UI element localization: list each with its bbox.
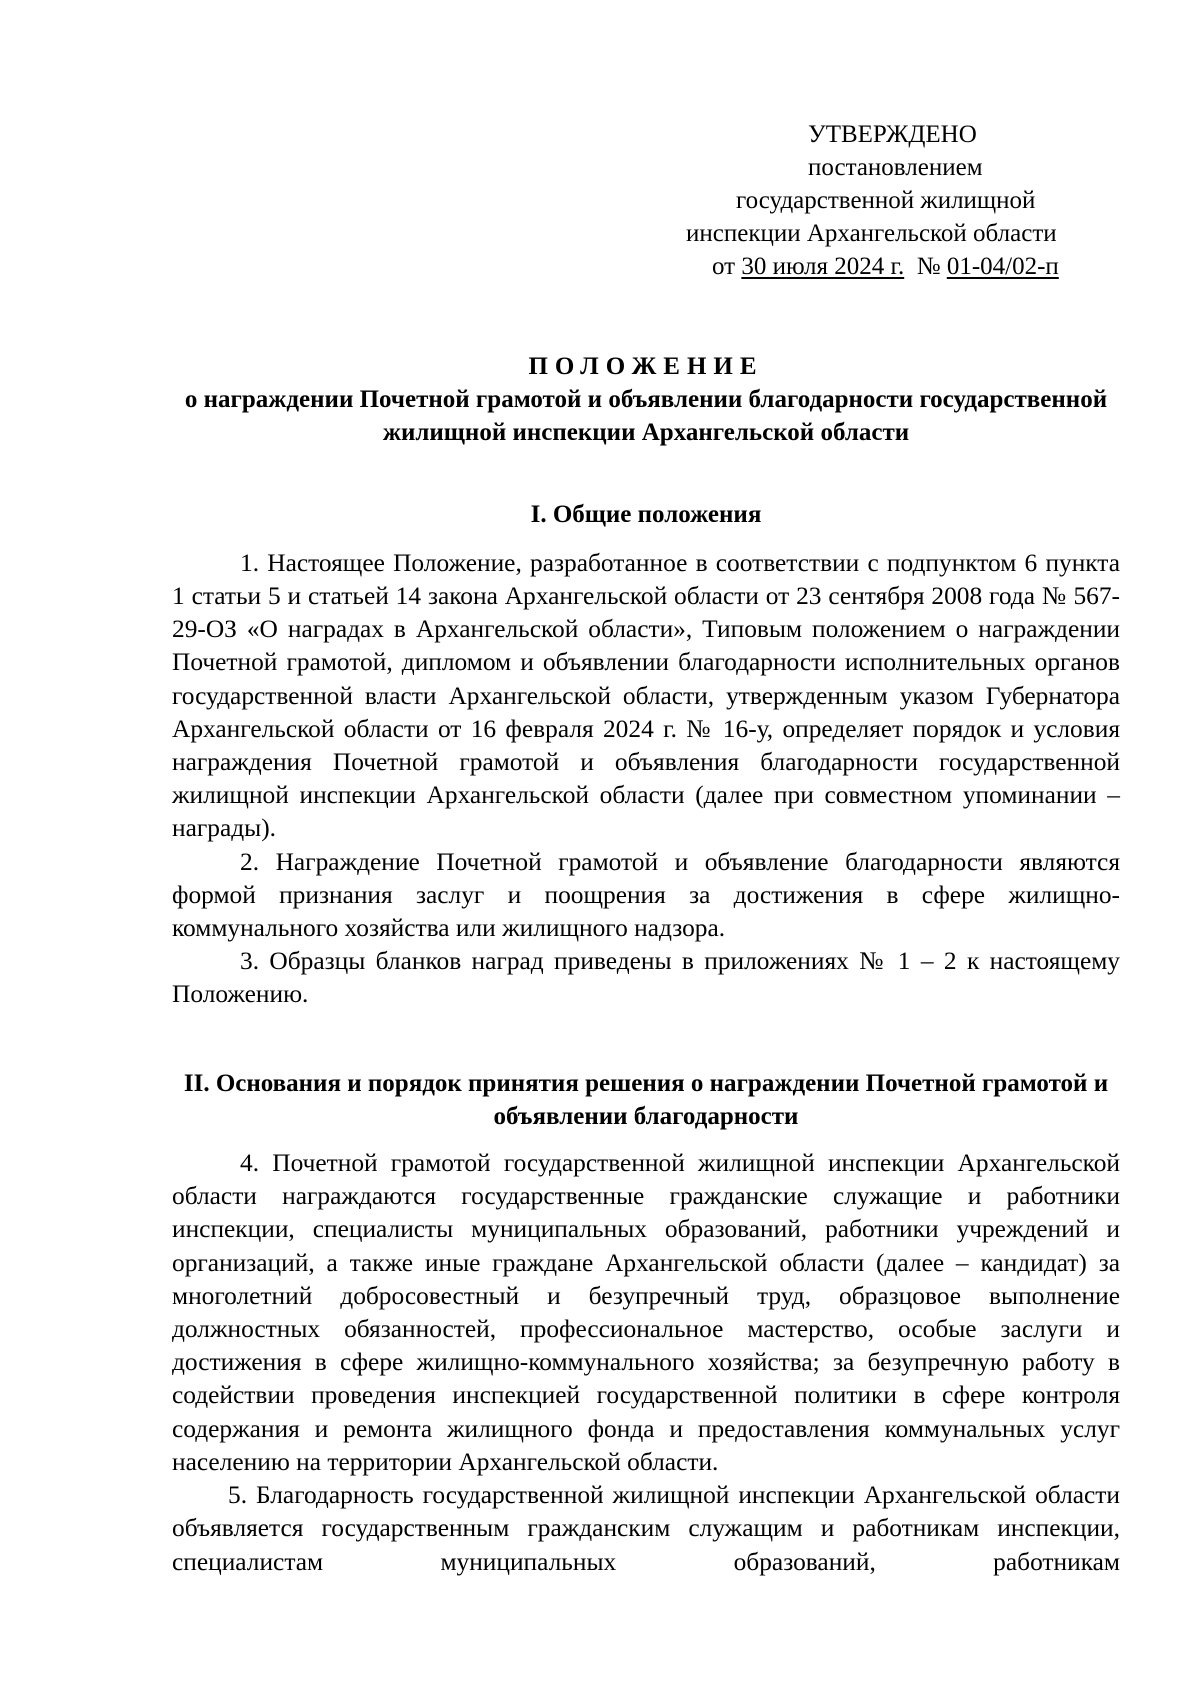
- approval-heading: УТВЕРЖДЕНО: [808, 121, 977, 148]
- paragraph: 5. Благодарность государственной жилищной инспекции Архангельской области объявляется государственным гражданским служащим и работникам инспекции, специалистам муниципальных образований, работникам: [172, 1481, 1120, 1576]
- document-title: ПОЛОЖЕНИЕ: [528, 353, 764, 380]
- paragraph: 1. Настоящее Положение, разработанное в соответствии с подпунктом 6 пункта 1 статьи 5 и статьей 14 закона Архангельской области от 23 сентября 2008 года № 567-29-ОЗ «О наградах в Архангельской области», Типовым положением о награждении Почетной грамотой, дипломом и объявлении благодарности исполнительных органов государственной власти Архангельской области, утвержденным указом Губернатора Архангельской области от 16 февраля 2024 г. № 16-у, определяет порядок и условия награждения Почетной грамотой и объявления благодарности государственной жилищной инспекции Архангельской области (далее при совместном упоминании – награды).: [172, 548, 1120, 843]
- paragraph: 4. Почетной грамотой государственной жилищной инспекции Архангельской области награждаются государственные гражданские служащие и работники инспекции, специалисты муниципальных образований, работники учреждений и организаций, а также иные граждане Архангельской области (далее – кандидат) за многолетний добросовестный и безупречный труд, образцовое выполнение должностных обязанностей, профессиональное мастерство, особые заслуги и достижения в сфере жилищно-коммунального хозяйства; за безупречную работу в содействии проведения инспекцией государственной политики в сфере контроля содержания и ремонта жилищного фонда и предоставления коммунальных услуг населению на территории Архангельской области.: [172, 1149, 1120, 1476]
- section-heading: II. Основания и порядок принятия решения о награждении Почетной грамотой и объявлении благодарности: [183, 1069, 1109, 1130]
- approval-number-prefix: №: [916, 253, 941, 280]
- approval-line: постановлением: [808, 154, 983, 181]
- approval-line: государственной жилищной: [736, 187, 1036, 214]
- approval-date-prefix: от: [712, 253, 736, 280]
- paragraph: 3. Образцы бланков наград приведены в приложениях № 1 – 2 к настоящему Положению.: [172, 947, 1120, 1009]
- approval-date: 30 июля 2024 г.: [741, 253, 905, 280]
- document-subtitle: о награждении Почетной грамотой и объявлении благодарности государственной жилищной инспекции Архангельской области: [184, 386, 1108, 447]
- approval-line: инспекции Архангельской области: [686, 220, 1057, 247]
- approval-stamp-block: [660, 118, 1100, 283]
- approval-number: 01-04/02-п: [946, 253, 1059, 280]
- section-heading: I. Общие положения: [530, 500, 762, 528]
- document-body: [172, 350, 1120, 1579]
- approval-date-line: [660, 250, 1100, 283]
- paragraph: 2. Награждение Почетной грамотой и объявление благодарности являются формой признания заслуг и поощрения за достижения в сфере жилищно-коммунального хозяйства или жилищного надзора.: [172, 847, 1120, 943]
